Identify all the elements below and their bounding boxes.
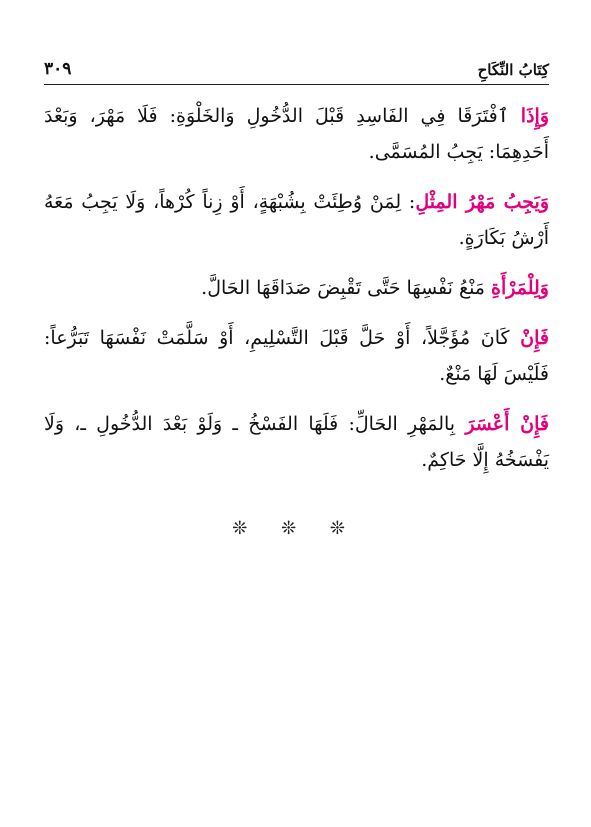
page-number: ٣٠٩ <box>44 59 72 79</box>
paragraph-text: مَنْعُ نَفْسِهَا حَتَّى تَقْبِضَ صَدَاقَهَا الحَالَّ. <box>201 277 492 299</box>
paragraph <box>44 98 549 170</box>
paragraph-keyword: فَإِنْ <box>520 327 549 349</box>
paragraph-text: كَانَ مُؤَجَّلاً، أَوْ حَلَّ قَبْلَ التَّسْلِيمِ، أَوْ سَلَّمَتْ نَفْسَهَا تَبَرُّعاً: فَلَيْسَ لَهَا مَنْعٌ. <box>44 327 549 385</box>
paragraph-text: بِالمَهْرِ الحَالِّ: فَلَهَا الفَسْخُ ـ وَلَوْ بَعْدَ الدُّخُولِ ـ، وَلَا يَفْسَخُهُ إِلَّا حَاكِمٌ. <box>44 413 549 471</box>
paragraph-keyword: وَإِذَا <box>520 105 549 127</box>
paragraph <box>44 184 549 256</box>
page-header <box>44 54 549 85</box>
page-body <box>44 98 549 492</box>
paragraph <box>44 406 549 478</box>
paragraph-text: : لِمَنْ وُطِئَتْ بِشُبْهَةٍ، أَوْ زِناً كُرْهاً، وَلَا يَجِبُ مَعَهُ أَرْشُ بَكَارَةٍ. <box>44 191 549 249</box>
paragraph-keyword: فَإِنْ أَعْسَرَ <box>465 413 549 435</box>
section-separator: ❊ ❊ ❊ <box>232 518 359 539</box>
paragraph <box>44 270 549 306</box>
paragraph-keyword: وَيَجِبُ مَهْرُ المِثْلِ <box>415 191 549 213</box>
paragraph <box>44 320 549 392</box>
paragraph-keyword: وَلِلْمَرْأَةِ <box>491 277 549 299</box>
paragraph-text: ٱفْتَرَقَا فِي الفَاسِدِ قَبْلَ الدُّخُولِ وَالخَلْوَةِ: فَلَا مَهْرَ، وَبَعْدَ أَحَدِهِمَا: يَجِبُ المُسَمَّى. <box>44 105 549 163</box>
running-title: كِتَابُ النِّكَاحِ <box>477 61 549 79</box>
